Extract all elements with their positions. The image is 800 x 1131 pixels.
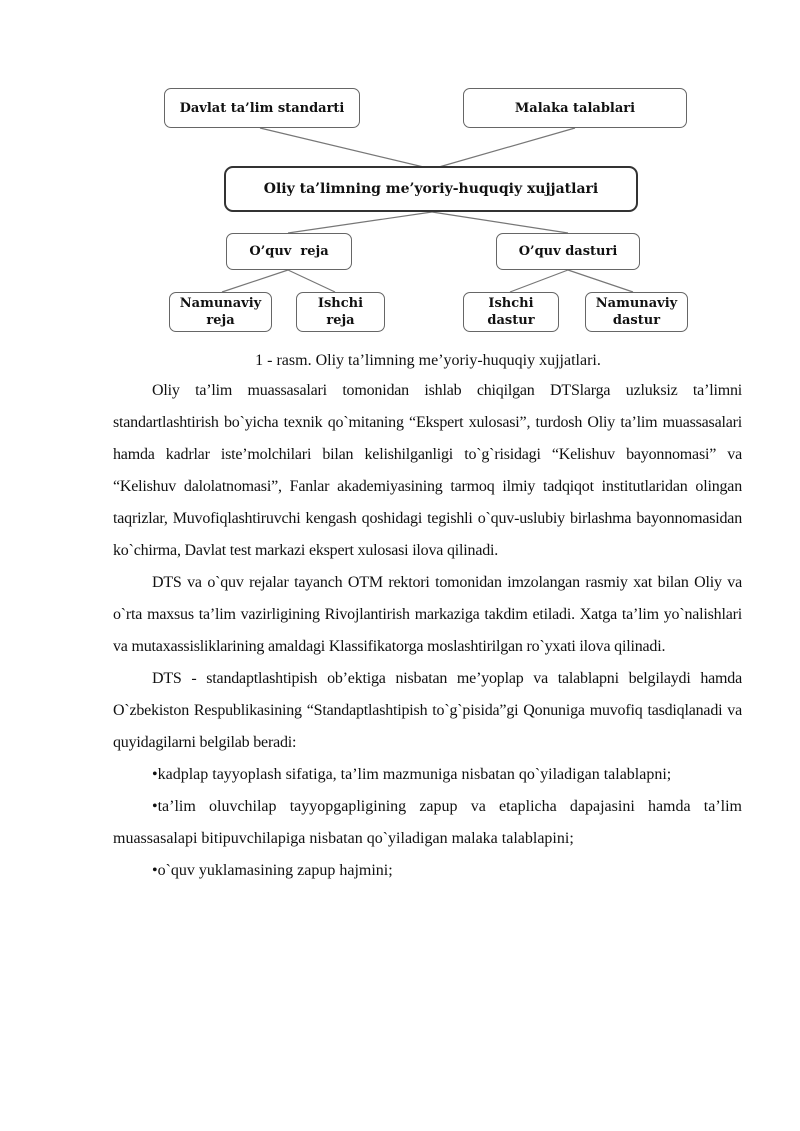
- node-label: O’quv reja: [249, 244, 329, 259]
- connector-line: [260, 128, 432, 169]
- node-label: Malaka talablari: [514, 100, 636, 116]
- node-label-group: [180, 295, 261, 329]
- node-label-group: [596, 295, 677, 329]
- node-label-line: reja: [326, 313, 355, 328]
- bullet-item: •o`quv yuklamasining zapup hajmini;: [152, 862, 393, 879]
- node-label-line: Namunaviy: [595, 296, 678, 311]
- node-label-line: Ishchi: [317, 296, 364, 311]
- node-huquqiy-xujjatlar: [224, 166, 638, 212]
- figure-caption: 1 - rasm. Oliy ta’limning me’yoriy-huquqiy xujjatlari.: [255, 352, 601, 369]
- node-malaka-talablari: [463, 88, 687, 128]
- node-label: O’quv dasturi: [518, 244, 618, 259]
- paragraph: DTS - standaptlashtipish ob’ektiga nisbatan me’yoplap va talablapni belgilaydi hamda O`zbekiston Respublikasining “Standaptlashtipish to`g`pisida”gi Qonuniga muvofiq tasdiqlanadi va quyidagilarni belgilab beradi:: [113, 670, 742, 751]
- node-oquv-reja: [226, 233, 352, 270]
- paragraph: Oliy ta’lim muassasalari tomonidan ishlab chiqilgan DTSlarga uzluksiz ta’limni standartlashtirish bo`yicha texnik qo`mitaning “Ekspert xulosasi”, turdosh Oliy ta’lim muassasalari hamda kadrlar iste’molchilari bilan kelishilganligi to`g`risidagi “Kelishuv bayonnomasi” va “Kelishuv dalolatnomasi”, Fanlar akademiyasining tarmoq ilmiy tadqiqot institutlaridan olingan taqrizlar, Muvofiqlashtiruvchi kengash qoshidagi tegishli o`quv-uslubiy birlashma bayonnomasidan ko`chirma, Davlat test markazi ekspert xulosasi ilova qilinadi.: [113, 382, 742, 559]
- connector-line: [432, 212, 568, 233]
- node-ishchi-dastur: [463, 292, 559, 332]
- connector-line: [432, 128, 575, 169]
- node-namunaviy-reja: [169, 292, 272, 332]
- node-oquv-dasturi: [496, 233, 640, 270]
- node-label-line: dastur: [487, 313, 535, 328]
- node-label-group: [318, 295, 363, 329]
- node-namunaviy-dastur: [585, 292, 688, 332]
- node-label: Oliy ta’limning me’yoriy-huquqiy xujjatlari: [263, 180, 599, 197]
- connector-line: [568, 270, 633, 292]
- connector-line: [510, 270, 568, 292]
- bullet-item: •ta’lim oluvchilap tayyopgapligining zapup va etaplicha dapajasini hamda ta’lim muassasalapi bitipuvchilapiga nisbatan qo`yiladigan malaka talablapini;: [113, 798, 742, 847]
- hierarchy-diagram: [0, 0, 800, 340]
- node-label: Davlat ta’lim standarti: [179, 100, 345, 116]
- node-label-line: reja: [206, 313, 235, 328]
- connector-line: [288, 212, 432, 233]
- bullet-item: •kadplap tayyoplash sifatiga, ta’lim mazmuniga nisbatan qo`yiladigan talablapni;: [152, 766, 672, 783]
- connector-line: [222, 270, 288, 292]
- paragraph: DTS va o`quv rejalar tayanch OTM rektori tomonidan imzolangan rasmiy xat bilan Oliy va o`rta maxsus ta’lim vazirligining Rivojlantirish markaziga takdim etiladi. Xatga ta’lim yo`nalishlari va mutaxassisliklarining amaldagi Klassifikatorga moslashtirilgan ro`yxati ilova qilinadi.: [113, 574, 742, 655]
- node-ishchi-reja: [296, 292, 385, 332]
- body-text: [113, 375, 742, 887]
- node-label-line: Namunaviy: [179, 296, 262, 311]
- node-label-line: Ishchi: [488, 296, 534, 311]
- node-label-group: [487, 295, 534, 329]
- node-label-line: dastur: [612, 313, 661, 328]
- connector-line: [288, 270, 335, 292]
- node-davlat-standarti: [164, 88, 360, 128]
